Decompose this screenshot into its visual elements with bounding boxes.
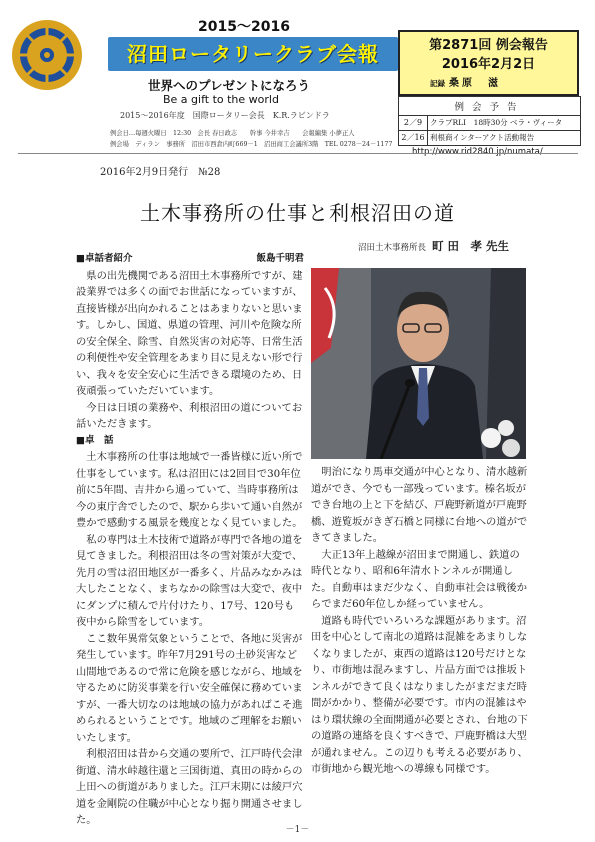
speaker-line — [358, 238, 509, 254]
recorder-label: 記録 — [430, 79, 445, 88]
schedule-event: 利根商インターアクト活動報告 — [430, 133, 535, 142]
schedule-date: 2／9 — [399, 116, 428, 130]
schedule-date: 2／16 — [399, 131, 428, 145]
paragraph: 明治になり馬車交通が中心となり、清水越新道ができ、今でも一部残っています。榛名坂ができ台地の上と下を結び、戸鹿野新道が戸鹿野橋、遊覧坂がきぎ石橋と同様に台地への道ができてきました。 — [311, 466, 528, 544]
intro-heading-row — [76, 251, 304, 268]
issue-line: 2016年2月9日発行 №28 — [100, 167, 221, 178]
club-url[interactable]: http://www.rid2840.jp/numata/ — [412, 147, 543, 157]
paragraph: 私の専門は土木技術で道路が専門で各地の道を見てきました。利根沼田は冬の雪対策が大変で、先月の雪は沼田地区が一番多く、片品みなかみは大したことなく、まちなかの除雪は大変で、夜中にダンプに積んで片付けたり、17号、120号も夜中から除雪をしています。 — [76, 533, 303, 628]
paragraph: 利根沼田は昔から交通の要所で、江戸時代会津街道、清水峠越往還と三国街道、真田の時からの上田への街道がありました。江戸末期には綾戸穴道を金剛院の住職が中心となり掘り開通させました。 — [76, 748, 303, 826]
paragraph: 県の出先機関である沼田土木事務所ですが、建設業界では多くの面でお世話になっていますが、直接皆様が出向かれることはあまりないと思います。しかし、国道、県道の管理、河川や危険な所の安全保全、除雪、自然災害の対応等、日常生活の利便性や安全管理をあまり目に見えない形で行い、我々を安全安心に生活できる環境のため、日夜頑張っていただいています。 — [76, 269, 303, 397]
slogan-jp: 世界へのプレゼントになろう — [148, 78, 311, 93]
rotary-logo — [10, 18, 84, 92]
year-title: 2015～2016 — [198, 19, 290, 35]
schedule-row — [399, 131, 580, 145]
ri-president-line: 2015～2016年度 国際ロータリー会長 K.R.ラビンドラ — [120, 111, 330, 120]
divider — [18, 153, 578, 154]
paragraph: 今日は日頃の業務や、利根沼田の道についてお話いただきます。 — [76, 401, 303, 430]
paragraph: 道路も時代でいろいろな課題があります。沼田を中心として南北の道路は混雑をあまりしなくなりましたが、東西の道路は120号だけとなり、市街地は混みますし、片品方面では推坂トンネルができて良くはなりましたがまだまだ時間がかかり、整備が必要です。市内の混雑はやはり環状線の全面開通が必要とされ、台地の下の道路の連絡を良くすべきで、戸鹿野橋は大型が通れません。この辺りも考える必要があり、市街地から観光地への導線も同様です。 — [311, 614, 528, 775]
introducer-name: 飯島千明君 — [256, 253, 304, 264]
report-number: 第2871回 例会報告 — [429, 38, 548, 53]
right-column — [311, 464, 529, 778]
article-title: 土木事務所の仕事と利根沼田の道 — [140, 201, 455, 225]
schedule-title: 例会予告 — [399, 97, 580, 116]
page-number: －1－ — [285, 825, 310, 835]
paragraph: 大正13年上越線が沼田まで開通し、鉄道の時代となり、昭和6年清水トンネルが開通した。自動車はまだ少なく、自動車社会は戦後からでまだ60年位しか経っていません。 — [311, 548, 528, 610]
meeting-info: 例会日…毎週火曜日 12:30 会長 春日政志 幹事 今井幸吉 会報編集 小夢正人 — [110, 130, 355, 137]
speaker-affiliation: 沼田土木事務所長 — [358, 243, 427, 253]
left-column — [76, 251, 304, 829]
venue-info: 例会場 ディラン 事務所 沼田市西倉内町669－1 沼田商工会議所3階 TEL 0278－24－1177 — [110, 141, 393, 148]
speaker-photo — [311, 268, 526, 459]
report-date: 2016年2月2日 — [441, 57, 536, 72]
schedule-event: クラブRLI 18時30分 ベラ・ヴィータ — [430, 118, 563, 127]
schedule-box — [398, 96, 581, 146]
slogan-en: Be a gift to the world — [163, 93, 279, 106]
club-name: 沼田ロータリークラブ会報 — [127, 42, 379, 66]
recorder-name: 桑原 滋 — [449, 78, 501, 89]
report-recorder — [430, 74, 501, 89]
paragraph: ここ数年異常気象ということで、各地に災害が発生しています。昨年7月291号の土砂災害など山間地であるので常に危険を感じながら、地域を守るために防災事業を行い安全確保に務めていますが、一番大切なのは地域の協力があればこそ進められるということです。地域のご理解をお願いいたします。 — [76, 632, 303, 744]
schedule-row — [399, 116, 580, 131]
talk-heading: ■卓 話 — [76, 434, 114, 446]
intro-heading: ■卓話者紹介 — [76, 253, 133, 264]
speaker-name: 町 田 孝 先生 — [432, 239, 510, 253]
paragraph: 土木事務所の仕事は地域で一番皆様に近い所で仕事をしています。私は沼田には2回目で30年位前に5年間、吉井から通っていて、当時事務所は今の東庁舎でしたので、駅から歩いて通い自然が豊かで感動する風景を幾度となく見ていました。 — [76, 451, 303, 529]
